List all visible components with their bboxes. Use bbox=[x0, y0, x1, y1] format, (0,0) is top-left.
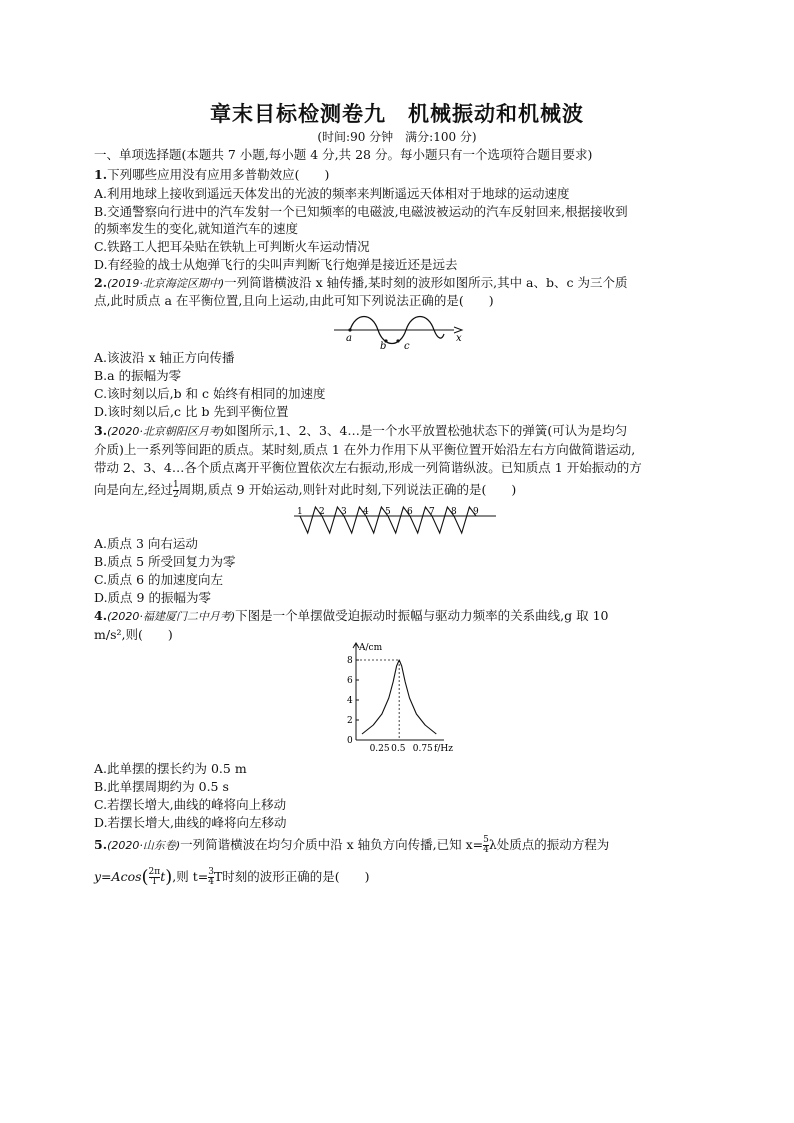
q5-stem-text1b: λ处质点的振动方程为 bbox=[488, 837, 610, 852]
q4-resonance-chart bbox=[336, 640, 456, 758]
q1-option-d: D.有经验的战士从炮弹飞行的尖叫声判断飞行炮弹是接近还是远去 bbox=[94, 257, 458, 272]
q3-stem-line1 bbox=[94, 422, 627, 441]
q5-f3-den: 4 bbox=[208, 877, 214, 887]
q4-number: 4. bbox=[94, 608, 108, 623]
q1-stem-text: 下列哪些应用没有应用多普勒效应( ) bbox=[107, 167, 330, 182]
q2-stem-line2: 点,此时质点 a 在平衡位置,且向上运动,由此可知下列说法正确的是( ) bbox=[94, 293, 494, 308]
q1-option-c: C.铁路工人把耳朵贴在铁轨上可判断火车运动情况 bbox=[94, 239, 370, 254]
q5-f3-num: 3 bbox=[208, 867, 214, 877]
q3-source: (2020·北京朝阳区月考) bbox=[107, 425, 225, 438]
q5-f2-den: T bbox=[151, 877, 158, 887]
q3-option-b: B.质点 5 所受回复力为零 bbox=[94, 554, 236, 569]
q2-number: 2. bbox=[94, 275, 108, 290]
q1-option-b-line1: B.交通警察向行进中的汽车发射一个已知频率的电磁波,电磁波被运动的汽车反射回来,根据接收到 bbox=[94, 204, 628, 219]
spring-point-label: 7 bbox=[429, 507, 435, 517]
q3-option-a: A.质点 3 向右运动 bbox=[94, 536, 198, 551]
y-tick-label: 8 bbox=[347, 656, 353, 666]
q3-option-d: D.质点 9 的振幅为零 bbox=[94, 590, 211, 605]
q4-stem-line1 bbox=[94, 607, 608, 626]
q2-option-b: B.a 的振幅为零 bbox=[94, 368, 182, 383]
q5-stem-text1a: 一列简谐横波在均匀介质中沿 x 轴负方向传播,已知 x= bbox=[180, 837, 484, 852]
q2-label-x: x bbox=[456, 333, 462, 344]
q2-wave-figure bbox=[330, 308, 470, 350]
q3-option-c: C.质点 6 的加速度向左 bbox=[94, 572, 223, 587]
q4-stem-text1: 下图是一个单摆做受迫振动时振幅与驱动力频率的关系曲线,g 取 10 bbox=[235, 608, 609, 623]
q3-spring-figure bbox=[290, 503, 500, 539]
x-tick-label: 0.5 bbox=[391, 744, 406, 754]
q4-option-d: D.若摆长增大,曲线的峰将向左移动 bbox=[94, 815, 287, 830]
q5-eq-t: t bbox=[160, 869, 166, 884]
q4-stem-line2: m/s²,则( ) bbox=[94, 627, 173, 642]
x-axis-label: f/Hz bbox=[434, 744, 453, 754]
spring-point-label: 1 bbox=[297, 507, 303, 517]
q3-frac-den: 2 bbox=[172, 490, 179, 500]
q5-eq-start: y=Acos bbox=[94, 869, 142, 884]
y-tick-label: 6 bbox=[347, 676, 353, 686]
q2-label-a: a bbox=[346, 333, 352, 344]
spring-point-label: 5 bbox=[385, 507, 391, 517]
q5-stem2-end: T时刻的波形正确的是( ) bbox=[213, 869, 370, 884]
q4-option-a: A.此单摆的摆长约为 0.5 m bbox=[94, 761, 247, 776]
section-heading: 一、单项选择题(本题共 7 小题,每小题 4 分,共 28 分。每小题只有一个选项符合题目要求) bbox=[94, 147, 593, 162]
q3-number: 3. bbox=[94, 423, 108, 438]
q2-label-b: b bbox=[380, 341, 387, 350]
q1-stem bbox=[94, 166, 329, 184]
q1-option-a: A.利用地球上接收到遥远天体发出的光波的频率来判断遥远天体相对于地球的运动速度 bbox=[94, 186, 570, 201]
q2-label-c: c bbox=[404, 341, 410, 350]
q5-number: 5. bbox=[94, 837, 108, 852]
y-tick-label: 4 bbox=[347, 696, 353, 706]
q5-stem-line2: y=Acos( $\frac{2\pi}{T}$ t),则 t= $\frac{3}{4}$ T时刻的波形正确的是( ) bbox=[94, 866, 370, 888]
q3-frac-num: 1 bbox=[172, 480, 179, 490]
y-tick-label: 0 bbox=[347, 736, 353, 746]
q3-stem-line3: 带动 2、3、4…各个质点离开平衡位置依次左右振动,形成一列简谐纵波。已知质点 1 开始振动的方 bbox=[94, 460, 642, 475]
page-title: 章末目标检测卷九 机械振动和机械波 bbox=[210, 102, 584, 126]
q3-stem-line4 bbox=[94, 481, 516, 500]
page-subtitle: (时间:90 分钟 满分:100 分) bbox=[317, 130, 477, 144]
y-tick-label: 2 bbox=[347, 716, 353, 726]
q5-f1-den: 4 bbox=[483, 845, 489, 855]
q3-stem-text1: 如图所示,1、2、3、4…是一个水平放置松弛状态下的弹簧(可认为是均匀 bbox=[224, 423, 628, 438]
q2-option-a: A.该波沿 x 轴正方向传播 bbox=[94, 350, 235, 365]
q3-stem4-start: 向是向左,经过 bbox=[94, 482, 173, 497]
x-tick-label: 0.25 bbox=[369, 744, 390, 754]
q5-f2-num: 2π bbox=[148, 867, 161, 877]
q5-f1-num: 5 bbox=[483, 835, 489, 845]
spring-point-label: 2 bbox=[319, 507, 325, 517]
q2-source: (2019·北京海淀区期中) bbox=[107, 277, 225, 290]
spring-point-label: 6 bbox=[407, 507, 413, 517]
q5-fraction-2 bbox=[149, 868, 161, 887]
q4-option-b: B.此单摆周期约为 0.5 s bbox=[94, 779, 229, 794]
q4-option-c: C.若摆长增大,曲线的峰将向上移动 bbox=[94, 797, 287, 812]
q5-stem-line1 bbox=[94, 836, 609, 855]
q2-option-c: C.该时刻以后,b 和 c 始终有相同的加速度 bbox=[94, 386, 326, 401]
q1-number: 1. bbox=[94, 167, 108, 182]
spring-point-label: 3 bbox=[341, 507, 347, 517]
q2-stem-text1: 一列简谐横波沿 x 轴传播,某时刻的波形如图所示,其中 a、b、c 为三个质 bbox=[224, 275, 628, 290]
q5-stem2-mid: ,则 t= bbox=[172, 869, 209, 884]
q2-option-d: D.该时刻以后,c 比 b 先到平衡位置 bbox=[94, 404, 289, 419]
q3-stem4-end: 周期,质点 9 开始运动,则针对此时刻,下列说法正确的是( ) bbox=[178, 482, 517, 497]
y-axis-label: A/cm bbox=[359, 643, 383, 653]
q4-source: (2020·福建厦门二中月考) bbox=[107, 610, 236, 623]
x-tick-label: 0.75 bbox=[412, 744, 433, 754]
spring-point-label: 4 bbox=[363, 507, 369, 517]
q2-stem-line1 bbox=[94, 274, 628, 293]
q5-source: (2020·山东卷) bbox=[107, 839, 181, 852]
spring-point-label: 9 bbox=[473, 507, 479, 517]
q1-option-b-line2: 的频率发生的变化,就知道汽车的速度 bbox=[94, 221, 298, 236]
spring-point-label: 8 bbox=[451, 507, 457, 517]
q3-stem-line2: 介质)上一系列等间距的质点。某时刻,质点 1 在外力作用下从平衡位置开始沿左右方向做简谐运动, bbox=[94, 442, 636, 457]
